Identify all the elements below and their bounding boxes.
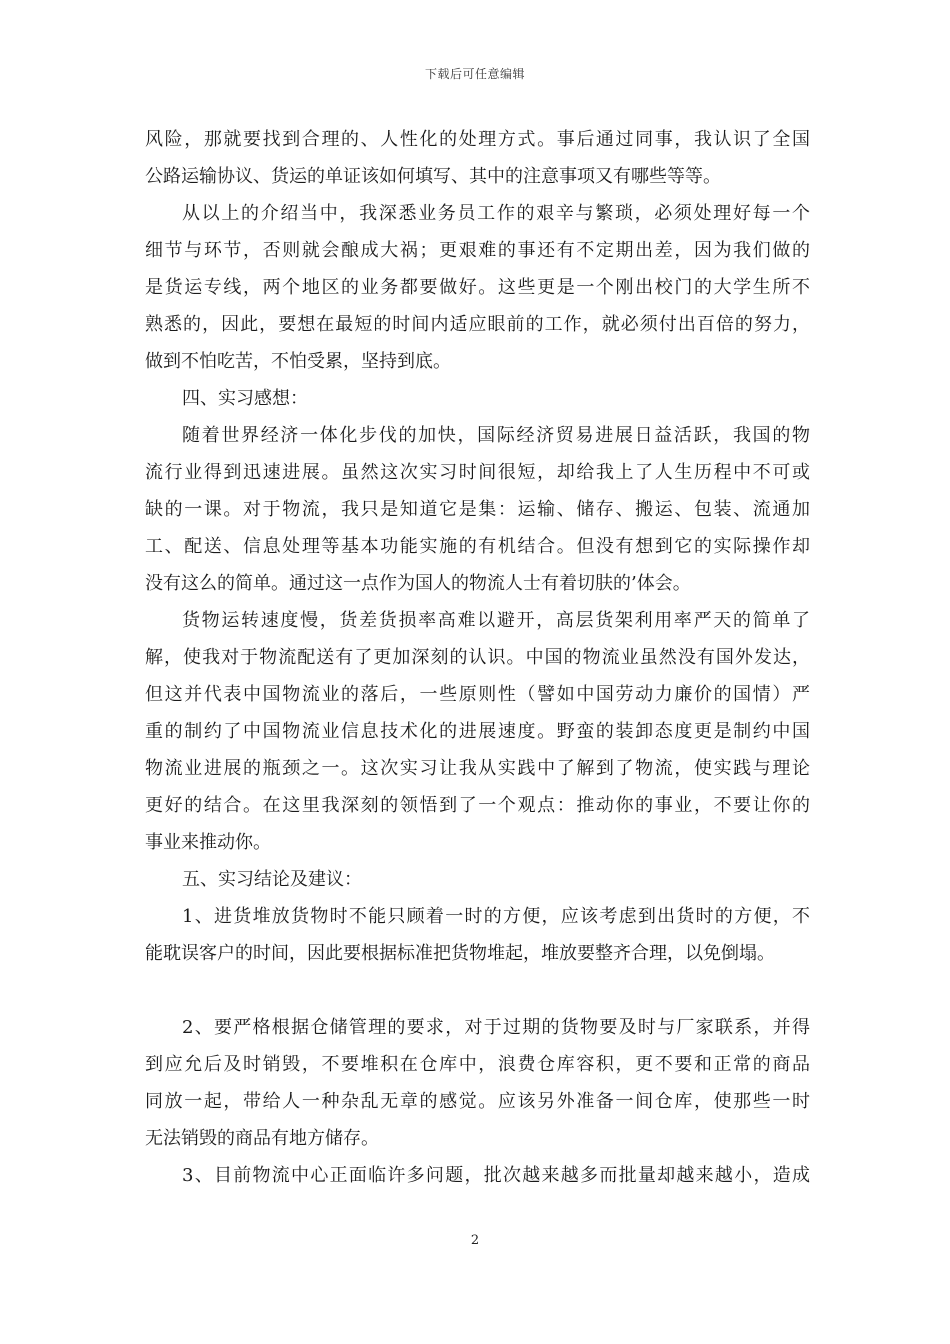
paragraph-first-line: 2、要严格根据仓储管理的要求，对于过期的货物要及时与厂家联系，并得 — [182, 1017, 810, 1038]
text-line: 做到不怕吃苦，不怕受累，坚持到底。 — [145, 351, 451, 372]
text-line: 是货运专线，两个地区的业务都要做好。这些更是一个刚出校门的大学生所不 — [145, 277, 810, 298]
text-line: 缺的一课。对于物流，我只是知道它是集：运输、储存、搬运、包装、流通加 — [145, 499, 810, 520]
text-line: 同放一起，带给人一种杂乱无章的感觉。应该另外准备一间仓库，使那些一时 — [145, 1091, 810, 1112]
paragraph-first-line: 货物运转速度慢，货差货损率高难以避开，高层货架利用率严天的简单了 — [182, 610, 810, 631]
paragraph-first-line: 随着世界经济一体化步伐的加快，国际经济贸易进展日益活跃，我国的物 — [182, 425, 810, 446]
text-line: 细节与环节，否则就会酿成大祸；更艰难的事还有不定期出差，因为我们做的 — [145, 240, 810, 261]
page-number: 2 — [470, 1233, 480, 1248]
text-line: 更好的结合。在这里我深刻的领悟到了一个观点：推动你的事业，不要让你的 — [145, 795, 810, 816]
text-line: 重的制约了中国物流业信息技术化的进展速度。野蛮的装卸态度更是制约中国 — [145, 721, 810, 742]
paragraph-first-line: 3、目前物流中心正面临许多问题，批次越来越多而批量却越来越小，造成 — [182, 1165, 810, 1186]
text-line: 流行业得到迅速进展。虽然这次实习时间很短，却给我上了人生历程中不可或 — [145, 462, 810, 483]
text-line: 风险，那就要找到合理的、人性化的处理方式。事后通过同事，我认识了全国 — [145, 129, 810, 150]
text-line: 熟悉的，因此，要想在最短的时间内适应眼前的工作，就必须付出百倍的努力， — [145, 314, 810, 335]
paragraph-first-line: 1、进货堆放货物时不能只顾着一时的方便，应该考虑到出货时的方便，不 — [182, 906, 810, 927]
paragraph-first-line: 从以上的介绍当中，我深悉业务员工作的艰辛与繁琐，必须处理好每一个 — [182, 203, 810, 224]
text-line: 事业来推动你。 — [145, 832, 271, 853]
page-header: 下载后可任意编辑 — [424, 67, 525, 81]
section-heading: 五、实习结论及建议： — [182, 869, 362, 890]
text-line: 物流业进展的瓶颈之一。这次实习让我从实践中了解到了物流，使实践与理论 — [145, 758, 810, 779]
text-line: 工、配送、信息处理等基本功能实施的有机结合。但没有想到它的实际操作却 — [145, 536, 810, 557]
document-body — [145, 121, 810, 1194]
paragraph-gap — [145, 972, 810, 1009]
text-line: 没有这么的简单。通过这一点作为国人的物流人士有着切肤的’体会。 — [145, 573, 691, 594]
text-line: 但这并代表中国物流业的落后，一些原则性（譬如中国劳动力廉价的国情）严 — [145, 684, 810, 705]
text-line: 公路运输协议、货运的单证该如何填写、其中的注意事项又有哪些等等。 — [145, 166, 721, 187]
text-line: 能耽误客户的时间，因此要根据标准把货物堆起，堆放要整齐合理，以免倒塌。 — [145, 943, 775, 964]
section-heading: 四、实习感想： — [182, 388, 308, 409]
text-line: 无法销毁的商品有地方储存。 — [145, 1128, 379, 1149]
text-line: 解，使我对于物流配送有了更加深刻的认识。中国的物流业虽然没有国外发达， — [145, 647, 810, 668]
text-line: 到应允后及时销毁，不要堆积在仓库中，浪费仓库容积，更不要和正常的商品 — [145, 1054, 810, 1075]
